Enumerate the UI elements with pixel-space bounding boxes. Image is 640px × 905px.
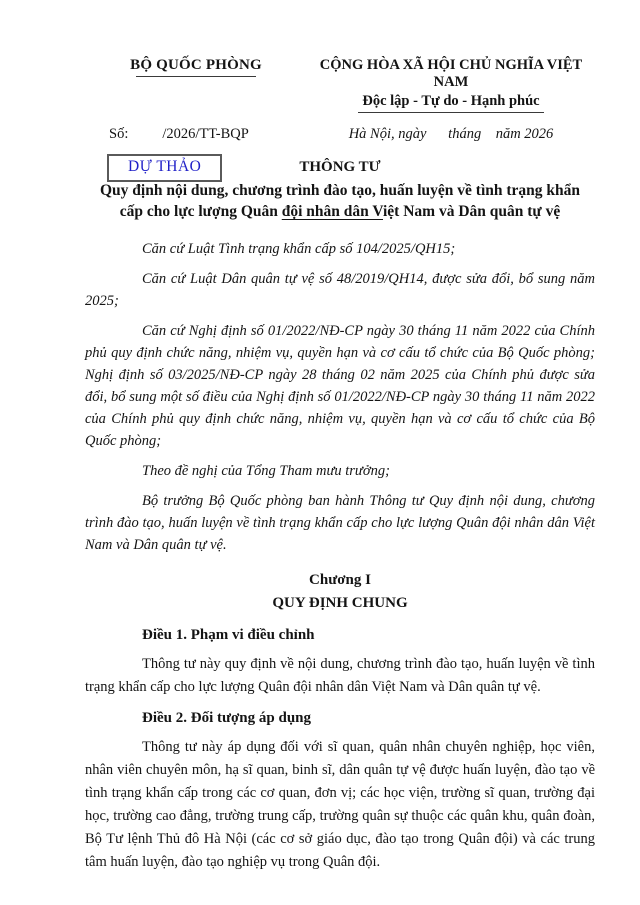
article-2-body: Thông tư này áp dụng đối với sĩ quan, quân nhân chuyên nghiệp, học viên, nhân viên chuyên môn, hạ sĩ quan, binh sĩ, dân quân tự vệ được huấn luyện, đào tạo về tình trạng khẩn cấp trong các cơ quan, đơn vị; các học viện, trường sĩ quan, trường đại học, trường cao đẳng, trường trung cấp, trường quân sự thuộc các quân khu, quân đoàn, Bộ Tư lệnh Thủ đô Hà Nội (các cơ sở giáo dục, đào tạo trong Quân đội) và các trung tâm huấn luyện, đào tạo nghiệp vụ trong Quân đội. [85, 739, 595, 870]
doc-title-underlined-segment: đội nhân dân V [281, 203, 383, 220]
preamble-paragraph: Bộ trưởng Bộ Quốc phòng ban hành Thông tư Quy định nội dung, chương trình đào tạo, huấn luyện về tình trạng khẩn cấp cho lực lượng Quân đội nhân dân Việt Nam và Dân quân tự vệ. [85, 493, 595, 553]
chapter-number: Chương I [309, 572, 371, 588]
national-header-block [307, 57, 595, 113]
preamble [85, 238, 595, 556]
document-header [85, 57, 595, 113]
issuing-org: BỘ QUỐC PHÒNG [130, 57, 262, 73]
doc-title-line2: cấp cho lực lượng Quân đội nhân dân Việt Nam và Dân quân tự vệ [119, 203, 561, 220]
doc-title [85, 180, 595, 222]
org-underline [136, 76, 256, 77]
issuing-org-block [85, 57, 307, 77]
draft-stamp [107, 154, 222, 182]
national-motto: Độc lập - Tự do - Hạnh phúc [358, 93, 543, 113]
national-name: CỘNG HÒA XÃ HỘI CHỦ NGHĨA VIỆT NAM [319, 57, 583, 90]
doc-number-line [85, 126, 307, 143]
place-date-line: Hà Nội, ngày tháng năm 2026 [348, 126, 554, 142]
draft-stamp-label: DỰ THẢO [128, 158, 202, 175]
doc-number-value: /2026/TT-BQP [162, 126, 249, 142]
chapter-heading [85, 569, 595, 615]
number-date-row [85, 126, 595, 143]
chapter-title: QUY ĐỊNH CHUNG [272, 595, 408, 611]
article-1-heading: Điều 1. Phạm vi điều chỉnh [142, 627, 315, 643]
article-1-body: Thông tư này quy định về nội dung, chương trình đào tạo, huấn luyện về tình trạng khẩn cấp cho lực lượng Quân đội nhân dân Việt Nam và Dân quân tự vệ. [85, 656, 595, 695]
preamble-paragraph: Căn cứ Luật Tình trạng khẩn cấp số 104/2025/QH15; [142, 241, 456, 257]
preamble-paragraph: Theo đề nghị của Tổng Tham mưu trưởng; [142, 463, 390, 479]
title-block [85, 157, 595, 222]
preamble-paragraph: Căn cứ Nghị định số 01/2022/NĐ-CP ngày 30 tháng 11 năm 2022 của Chính phủ quy định chức năng, nhiệm vụ, quyền hạn và cơ cấu tổ chức của Bộ Quốc phòng; Nghị định số 03/2025/NĐ-CP ngày 28 tháng 02 năm 2025 của Chính phủ được sửa đổi, bổ sung một số điều của Nghị định số 01/2022/NĐ-CP ngày 30 tháng 11 năm 2022 của Chính phủ quy định chức năng, nhiệm vụ, quyền hạn và cơ cấu tổ chức của Bộ Quốc phòng; [85, 323, 595, 449]
article-2-heading: Điều 2. Đối tượng áp dụng [142, 710, 312, 726]
preamble-paragraph: Căn cứ Luật Dân quân tự vệ số 48/2019/QH14, được sửa đổi, bổ sung năm 2025; [85, 271, 595, 309]
doc-title-line1: Quy định nội dung, chương trình đào tạo, huấn luyện về tình trạng khẩn [99, 182, 581, 199]
doc-type-heading: THÔNG TƯ [299, 159, 381, 175]
doc-number-label: Số: [109, 126, 129, 142]
